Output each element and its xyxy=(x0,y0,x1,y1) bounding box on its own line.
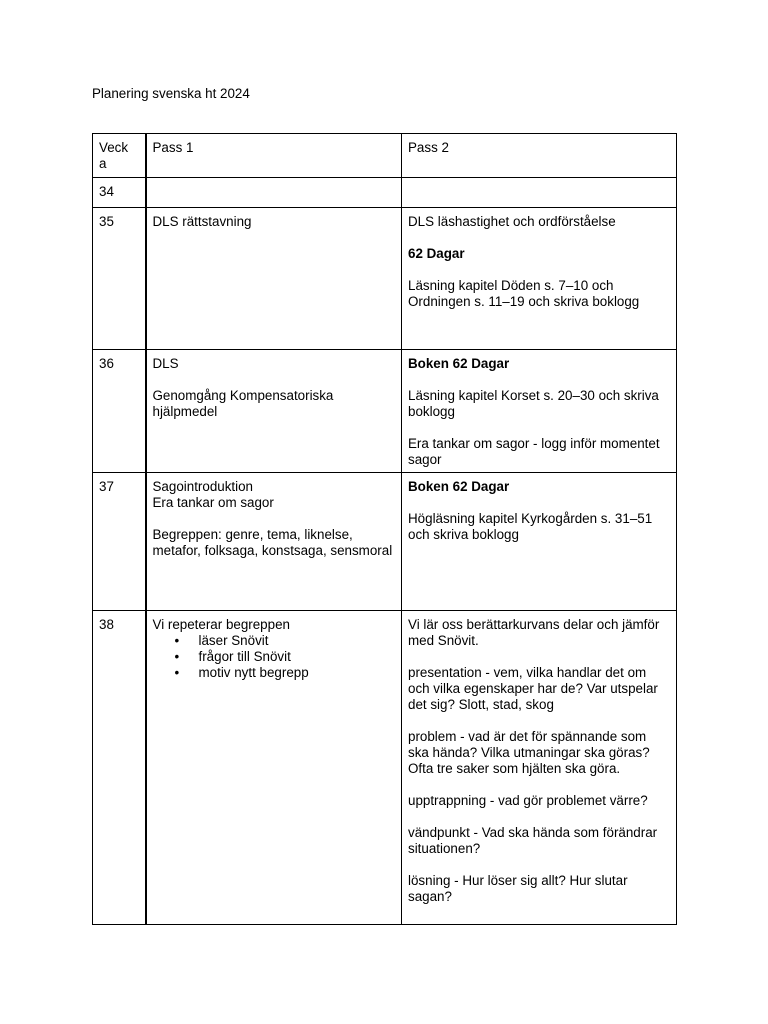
header-pass2: Pass 2 xyxy=(402,134,677,178)
pass1-text: Begreppen: genre, tema, liknelse, metafor, folksaga, konstsaga, sensmoral xyxy=(152,527,393,558)
pass1-cell xyxy=(146,178,402,208)
pass2-text: DLS läshastighet och ordförståelse xyxy=(408,214,616,229)
pass2-cell xyxy=(402,473,677,611)
bullet-list xyxy=(153,633,396,681)
book-title: Boken 62 Dagar xyxy=(408,479,510,494)
pass2-cell xyxy=(402,350,677,473)
pass1-cell xyxy=(146,473,402,611)
week-cell: 34 xyxy=(93,178,146,208)
pass2-text: Läsning kapitel Döden s. 7–10 och Ordningen s. 11–19 och skriva boklogg xyxy=(408,278,640,309)
pass1-text: DLS rättstavning xyxy=(152,214,252,229)
week-cell: 35 xyxy=(93,208,146,350)
book-title: 62 Dagar xyxy=(408,246,465,261)
pass2-cell xyxy=(402,178,677,208)
table-row-36 xyxy=(93,350,677,473)
table-row-34 xyxy=(93,178,677,208)
pass2-text: lösning - Hur löser sig allt? Hur slutar sagan? xyxy=(408,873,628,904)
pass1-cell xyxy=(146,611,402,925)
pass2-book-heading xyxy=(408,479,670,495)
pass1-text: Era tankar om sagor xyxy=(152,495,274,510)
pass1-cell xyxy=(146,208,402,350)
list-item: • frågor till Snövit xyxy=(199,649,396,665)
pass1-cell xyxy=(146,350,402,473)
pass2-text: Vi lär oss berättarkurvans delar och jämför med Snövit. xyxy=(408,617,660,648)
week-cell: 37 xyxy=(93,473,146,611)
book-title: Boken 62 Dagar xyxy=(408,356,510,371)
document-title: Planering svenska ht 2024 xyxy=(92,86,250,101)
week-cell: 36 xyxy=(93,350,146,473)
list-item: • läser Snövit xyxy=(199,633,396,649)
pass2-text: Läsning kapitel Korset s. 20–30 och skriva boklogg xyxy=(408,388,659,419)
list-item: • motiv nytt begrepp xyxy=(199,665,396,681)
pass2-text: presentation - vem, vilka handlar det om och vilka egenskaper har de? Var utspelar det sig? Slott, stad, skog xyxy=(408,665,658,712)
table-row-38 xyxy=(93,611,677,925)
pass1-text: Sagointroduktion xyxy=(152,479,254,494)
table-row-37 xyxy=(93,473,677,611)
pass2-text: upptrappning - vad gör problemet värre? xyxy=(408,793,648,808)
header-week: Veck a xyxy=(93,134,146,178)
pass2-text: problem - vad är det för spännande som ska hända? Vilka utmaningar ska göras? Ofta tre saker som hjälten ska göra. xyxy=(408,729,650,776)
pass2-cell xyxy=(402,611,677,925)
planning-table xyxy=(92,133,677,925)
table-row-35 xyxy=(93,208,677,350)
header-pass1: Pass 1 xyxy=(146,134,402,178)
table-header-row xyxy=(93,134,677,178)
pass2-book-heading xyxy=(408,246,670,262)
pass1-text: Genomgång Kompensatoriska hjälpmedel xyxy=(152,388,334,419)
pass2-cell xyxy=(402,208,677,350)
pass1-text: Vi repeterar begreppen xyxy=(152,617,290,632)
pass2-text: vändpunkt - Vad ska hända som förändrar situationen? xyxy=(408,825,658,856)
pass2-text: Era tankar om sagor - logg inför momentet sagor xyxy=(408,436,660,467)
pass2-book-heading xyxy=(408,356,670,372)
week-cell: 38 xyxy=(93,611,146,925)
pass2-text: Högläsning kapitel Kyrkogården s. 31–51 och skriva boklogg xyxy=(408,511,653,542)
pass1-text: DLS xyxy=(152,356,179,371)
